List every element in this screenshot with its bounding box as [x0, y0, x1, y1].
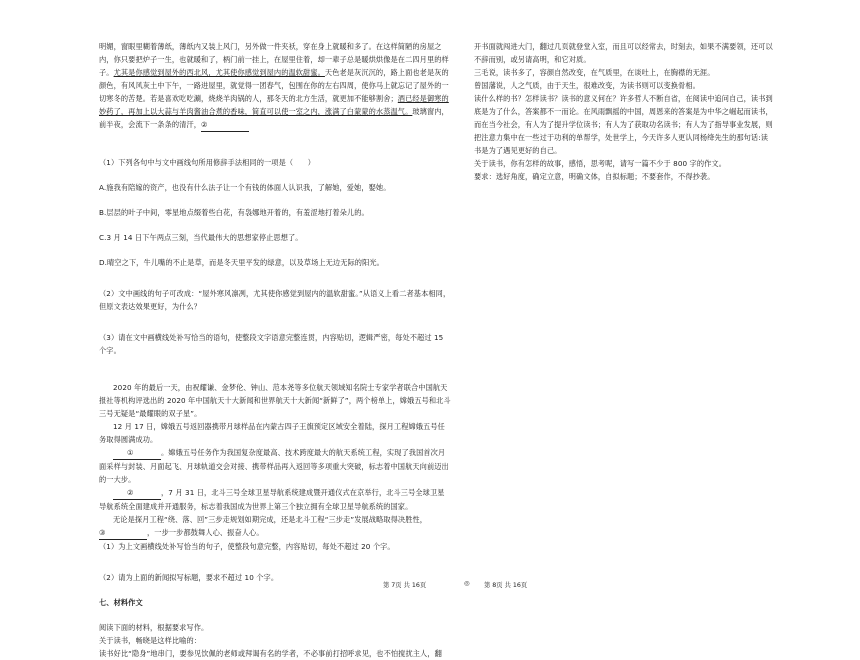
news-blank-2: ② — [113, 486, 161, 500]
news-paragraph-3: ① 。嫦娥五号任务作为我国复杂度最高、技术跨度最大的航天系统工程，实现了我国首次月面采样与封装、月面起飞、月球轨道交会对接、携带样品再入返回等多项重大突破，标志着中国航天向前迈出的一大步。 — [99, 448, 449, 484]
news-paragraph-5: 无论是探月工程“绕、落、回”三步走规划如期完成，还是北斗工程“三步走”发展战略取得决胜性， — [113, 515, 428, 524]
news-paragraph-4: ② ，7 月 31 日，北斗三号全球卫星导航系统建成暨开通仪式在京举行，北斗三号全球卫星导航系统全面建成并开通服务，标志着我国成为世界上第三个独立拥有全球卫星导航系统的国家。 — [99, 488, 445, 511]
news-question-1: （1）为上文画横线处补写恰当的句子，使整段句意完整，内容贴切，每处不超过 20 个字。 — [99, 542, 395, 551]
news-paragraph-2: 12 月 17 日，嫦娥五号返回器携带月球样品在内蒙古四子王旗预定区域安全着陆，探月工程嫦娥五号任务取得圆满成功。 — [99, 422, 445, 444]
page-separator-icon: ◎ — [464, 580, 470, 587]
section-title-essay: 七、材料作文 — [99, 598, 143, 607]
essay-continuation: 开书面就闯进大门，翻过几页就登堂入室，而且可以经常去，时刻去，如果不满要领，还可以不辞而别，或另请高明，和它对质。 — [474, 42, 773, 64]
right-column — [474, 40, 774, 183]
essay-intro: 阅读下面的材料，根据要求写作。 — [99, 623, 209, 632]
essay-line-2: 读书好比“隐身”地串门，要参见饮佩的老师或拜谒有名的学者，不必事前打招呼求见，也不怕搅扰主人，翻 — [99, 649, 442, 658]
quote-zeng-guofan: 曾国藩说，人之气质，由于天生，很难改变，为读书则可以变换骨相。 — [474, 81, 700, 90]
answer-blank-2: ② — [201, 118, 249, 132]
question-2: （2）文中画线的句子可改成：“屋外寒风凛冽，尤其使你感觉到屋内的温软甜蜜。”从语义上看二者基本相同，但原文表达效果更好，为什么？ — [99, 289, 451, 311]
left-column — [99, 40, 451, 660]
quote-sanmao: 三毛说，读书多了，容颜自然改变，在气质里，在谈吐上，在胸襟的无涯。 — [474, 68, 715, 77]
question-3: （3）请在文中画横线处补写恰当的语句，使整段文字语意完整连贯，内容贴切，逻辑严密，每处不超过 15 个字。 — [99, 333, 444, 355]
question-1-option-c: C.3 月 14 日下午两点三刻，当代最伟大的思想家停止思想了。 — [99, 233, 303, 242]
passage-paragraph: 明媚，窗眼里糊着薄纸，薄纸内又装上风门，另外做一件夹袄，穿在身上就暖和多了。在这样简陋的房屋之内，你只要把炉子一生，也就暖和了，柄门前一挂上，在屋里住着，却一辈子总是暖烘烘像是在二四月里的样子。尤其是你感觉到屋外的西北风，尤其使你感觉到屋内的温软甜蜜。天色老是灰沉沉的，路上面也老是灰的颜色，有风风灰土中下午，一路进屋里，就觉得一团春气，包围在你的左右四周，使你马上就忘记了屋外的一切寒冬的苦楚。若是喜欢吃吃涮，烧烧羊肉锅的人，那冬天的北方生活，就更加不能够割舍；酒已经是御寒的妙药了，再加上以大蒜与羊肉酱油合煮的香味，简直可以使一室之内，涨满了白蒙蒙的水蒸温气。玻璃窗内，前半夜，会流下一条条的清汗，② — [99, 40, 451, 132]
essay-discussion: 读什么样的书？怎样读书？读书的意义何在？许多哲人不断自省，在阅读中追问自己，读书到底是为了什么，答案都不一而论。在风雨飘摇的中国，周恩来的答案是为中华之崛起而读书，而在当今社会，有人为了提升学位读书；有人为了获取功名读书；有人为了指导事业发展，则把注意力集中在一些过于功利的单帮学，处世学上，今天许多人更认同杨绛先生的那句话:读书是为了遇见更好的自己。 — [474, 94, 773, 155]
essay-requirements: 要求：选好角度，确定立意，明确文体，自拟标题；不要套作，不得抄袭。 — [474, 172, 715, 181]
essay-line-1: 关于读书，畅晓是这样比喻的： — [99, 636, 202, 645]
page-number-7: 第 7页 共 16页 — [383, 582, 427, 589]
underlined-sentence-1: 尤其是你感觉到屋外的西北风，尤其使你感觉到屋内的温软甜蜜。 — [113, 68, 325, 77]
news-paragraph-1: 2020 年的最后一天，由祝耀谦、金梦伦、钟山、范本尧等多位航天领域知名院士专家学者联合中国航天报社等机构评选出的 2020 年中国航天十大新闻和世界航天十大新闻“新鲜了”，两个榜单上，嫦娥五号和北斗三号无疑是“最耀眼的双子星”。 — [99, 383, 451, 418]
essay-task: 关于读书，你有怎样的故事，感悟，思考呢，请写一篇不少于 800 字的作文。 — [474, 159, 726, 168]
news-blank-3: ③ — [99, 526, 147, 540]
news-question-2: （2）请为上面的新闻拟写标题，要求不超过 10 个字。 — [99, 573, 279, 582]
news-blank-1: ① — [113, 446, 161, 460]
question-1-stem: （1）下列各句中与文中画线句所用修辞手法相同的一项是（ ） — [99, 158, 316, 167]
question-1-option-a: A.施我有陪嫁的资产，也没有什么法子让一个有钱的体面人认识我，了解她，爱她，娶她。 — [99, 183, 391, 192]
page-number-8: 第 8页 共 16页 — [484, 582, 528, 589]
news-paragraph-6: ③ ，一步一步都鼓舞人心、振奋人心。 — [99, 526, 451, 540]
question-1-option-b: B.层层的叶子中间，零星地点缀着些白花，有袅娜地开着的，有羞涩地打着朵儿的。 — [99, 208, 369, 217]
underlined-sentence-2: 酒已经是御寒的妙药了，再加上以大蒜与羊肉酱油合煮的香味，简直可以使一室之内，涨满了白蒙蒙的水蒸温气。 — [99, 94, 449, 116]
question-1-option-d: D.晴空之下，牛儿嘴的不止是草，而是冬天里平发的绿意，以及草场上无边无际的阳光。 — [99, 258, 384, 267]
